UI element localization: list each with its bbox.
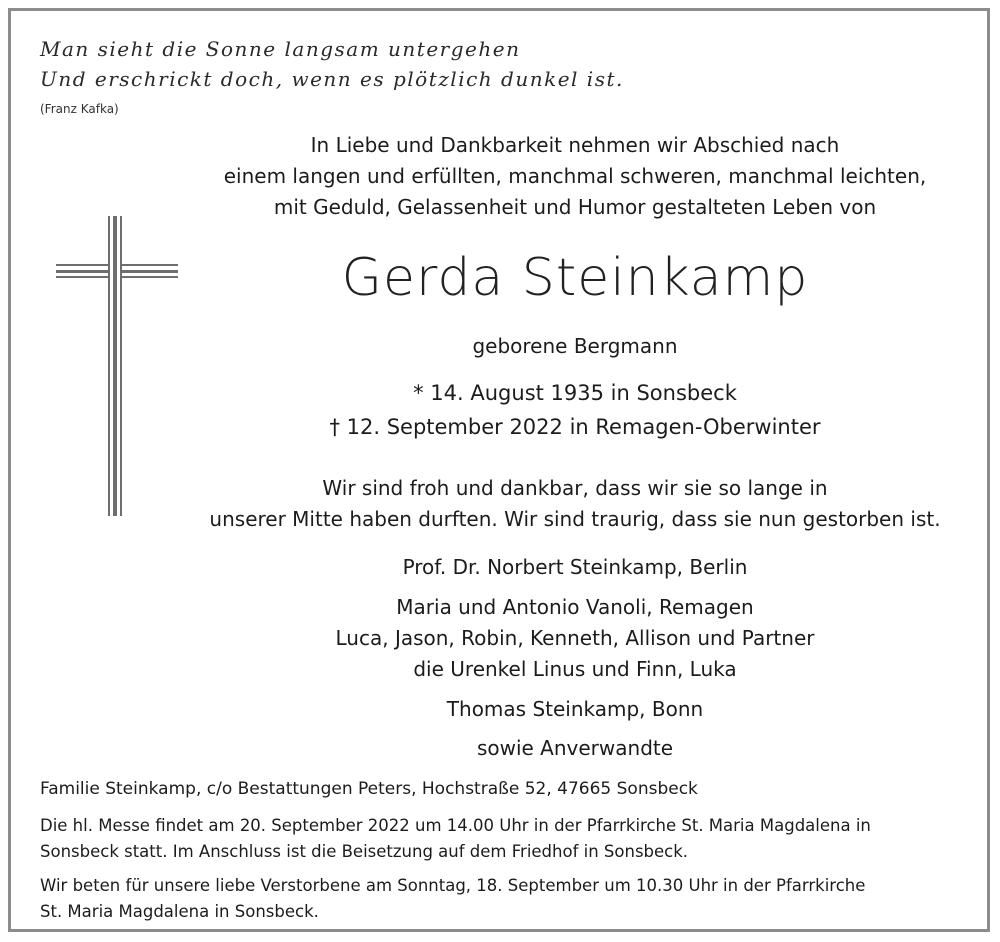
thanks-line: unserer Mitte haben durften. Wir sind traurig, dass sie nun gestorben ist. <box>209 507 941 531</box>
service-line: Die hl. Messe findet am 20. September 2022 um 14.00 Uhr in der Pfarrkirche St. Maria Magdalena in <box>40 816 871 835</box>
death-date: † 12. September 2022 in Remagen-Oberwinter <box>329 415 821 439</box>
intro-text <box>170 130 980 223</box>
mourner-group <box>170 592 980 685</box>
prayer-info <box>40 873 865 925</box>
birth-date: * 14. August 1935 in Sonsbeck <box>413 381 737 405</box>
mourner-line: Thomas Steinkamp, Bonn <box>446 697 704 721</box>
life-dates <box>170 376 980 444</box>
family-address: Familie Steinkamp, c/o Bestattungen Peters, Hochstraße 52, 47665 Sonsbeck <box>40 779 698 799</box>
mourner-line: die Urenkel Linus und Finn, Luka <box>413 657 737 681</box>
service-line: Sonsbeck statt. Im Anschluss ist die Beisetzung auf dem Friedhof in Sonsbeck. <box>40 842 689 861</box>
prayer-line: Wir beten für unsere liebe Verstorbene am Sonntag, 18. September um 10.30 Uhr in der Pfarrkirche <box>40 876 866 895</box>
cross-icon <box>56 216 178 516</box>
intro-line: einem langen und erfüllten, manchmal schweren, manchmal leichten, <box>223 164 927 188</box>
mourner-line: Maria und Antonio Vanoli, Remagen <box>396 595 754 619</box>
service-info <box>40 813 871 865</box>
quote <box>40 34 624 94</box>
maiden-name: geborene Bergmann <box>472 334 678 358</box>
mourner-line: sowie Anverwandte <box>476 736 674 760</box>
thanks-line: Wir sind froh und dankbar, dass wir sie so lange in <box>322 476 828 500</box>
deceased-name: Gerda Steinkamp <box>341 248 809 308</box>
quote-author: (Franz Kafka) <box>40 102 119 116</box>
quote-line: Und erschrickt doch, wenn es plötzlich dunkel ist. <box>40 67 624 91</box>
thanks-text <box>170 473 980 535</box>
intro-line: mit Geduld, Gelassenheit und Humor gestalteten Leben von <box>273 195 877 219</box>
quote-line: Man sieht die Sonne langsam untergehen <box>40 37 521 61</box>
prayer-line: St. Maria Magdalena in Sonsbeck. <box>40 902 319 921</box>
mourner-line: Luca, Jason, Robin, Kenneth, Allison und Partner <box>335 626 815 650</box>
intro-line: In Liebe und Dankbarkeit nehmen wir Abschied nach <box>310 133 840 157</box>
mourner-line: Prof. Dr. Norbert Steinkamp, Berlin <box>402 555 748 579</box>
